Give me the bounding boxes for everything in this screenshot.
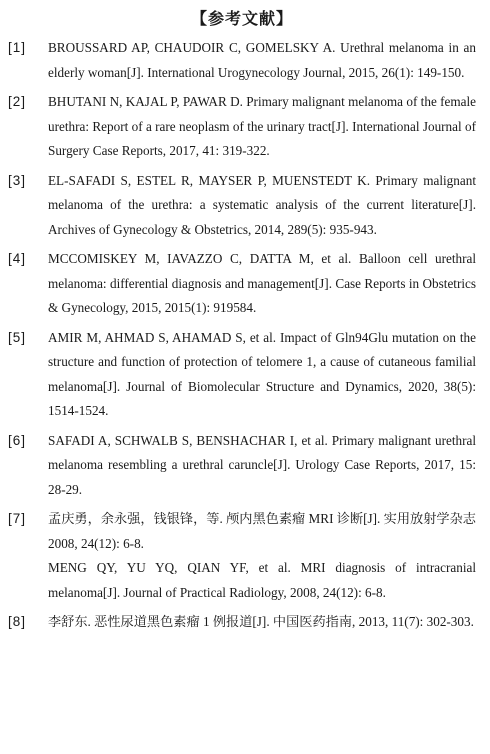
reference-citation-text: MCCOMISKEY M, IAVAZZO C, DATTA M, et al. Balloon cell urethral melanoma: differential diagnosis and management[J]. Case Reports in Obstetrics & Gynecology, 2015, 2015(1): 919584. bbox=[48, 251, 476, 315]
reference-number: [1] bbox=[8, 40, 27, 55]
reference-number: [2] bbox=[8, 94, 27, 109]
reference-citation-text: BHUTANI N, KAJAL P, PAWAR D. Primary malignant melanoma of the female urethra: Report of a rare neoplasm of the urinary tract[J]. International Journal of Surgery Case Reports, 2017, 41: 319-322. bbox=[48, 94, 476, 158]
reference-body bbox=[48, 247, 476, 321]
reference-number: [8] bbox=[8, 614, 27, 629]
reference-number: [6] bbox=[8, 432, 27, 448]
reference-body bbox=[48, 429, 476, 503]
reference-item bbox=[8, 429, 476, 503]
reference-body bbox=[48, 610, 476, 635]
reference-list bbox=[8, 36, 476, 635]
reference-body bbox=[48, 507, 476, 605]
reference-item bbox=[8, 169, 476, 243]
reference-item bbox=[8, 326, 476, 424]
reference-number: [7] bbox=[8, 511, 27, 526]
references-heading: 【参考文献】 bbox=[190, 9, 293, 28]
reference-number: [4] bbox=[8, 251, 27, 266]
reference-citation-text: BROUSSARD AP, CHAUDOIR C, GOMELSKY A. Urethral melanoma in an elderly woman[J]. International Urogynecology Journal, 2015, 26(1): 149-150. bbox=[48, 40, 476, 80]
reference-item bbox=[8, 507, 476, 605]
reference-body bbox=[48, 90, 476, 164]
reference-number: [3] bbox=[8, 172, 27, 188]
reference-citation-text: EL-SAFADI S, ESTEL R, MAYSER P, MUENSTEDT K. Primary malignant melanoma of the urethra: a systematic analysis of the current literature[J]. Archives of Gynecology & Obstetrics, 2014, 289(5): 935-943. bbox=[48, 172, 476, 237]
reference-item bbox=[8, 90, 476, 164]
reference-citation-text: 李舒东. 恶性尿道黑色素瘤 1 例报道[J]. 中国医药指南, 2013, 11(7): 302-303. bbox=[48, 614, 474, 629]
reference-citation-text: MENG QY, YU YQ, QIAN YF, et al. MRI diagnosis of intracranial melanoma[J]. Journal of Practical Radiology, 2008, 24(12): 6-8. bbox=[48, 560, 476, 600]
reference-item bbox=[8, 36, 476, 85]
reference-body bbox=[48, 326, 476, 424]
reference-citation-text: 孟庆勇，余永强，钱银锋，等. 颅内黑色素瘤 MRI 诊断[J]. 实用放射学杂志 2008, 24(12): 6-8. bbox=[48, 511, 476, 551]
reference-item bbox=[8, 610, 476, 635]
reference-item bbox=[8, 247, 476, 321]
reference-body bbox=[48, 169, 476, 243]
reference-number: [5] bbox=[8, 329, 27, 345]
reference-body bbox=[48, 36, 476, 85]
reference-citation-text: AMIR M, AHMAD S, AHAMAD S, et al. Impact of Gln94Glu mutation on the structure and function of protection of telomere 1, a cause of cutaneous familial melanoma[J]. Journal of Biomolecular Structure and Dynamics, 2020, 38(5): 1514-1524. bbox=[48, 329, 476, 418]
reference-citation-text: SAFADI A, SCHWALB S, BENSHACHAR I, et al. Primary malignant urethral melanoma resembling a urethral caruncle[J]. Urology Case Reports, 2017, 15: 28-29. bbox=[48, 432, 476, 497]
